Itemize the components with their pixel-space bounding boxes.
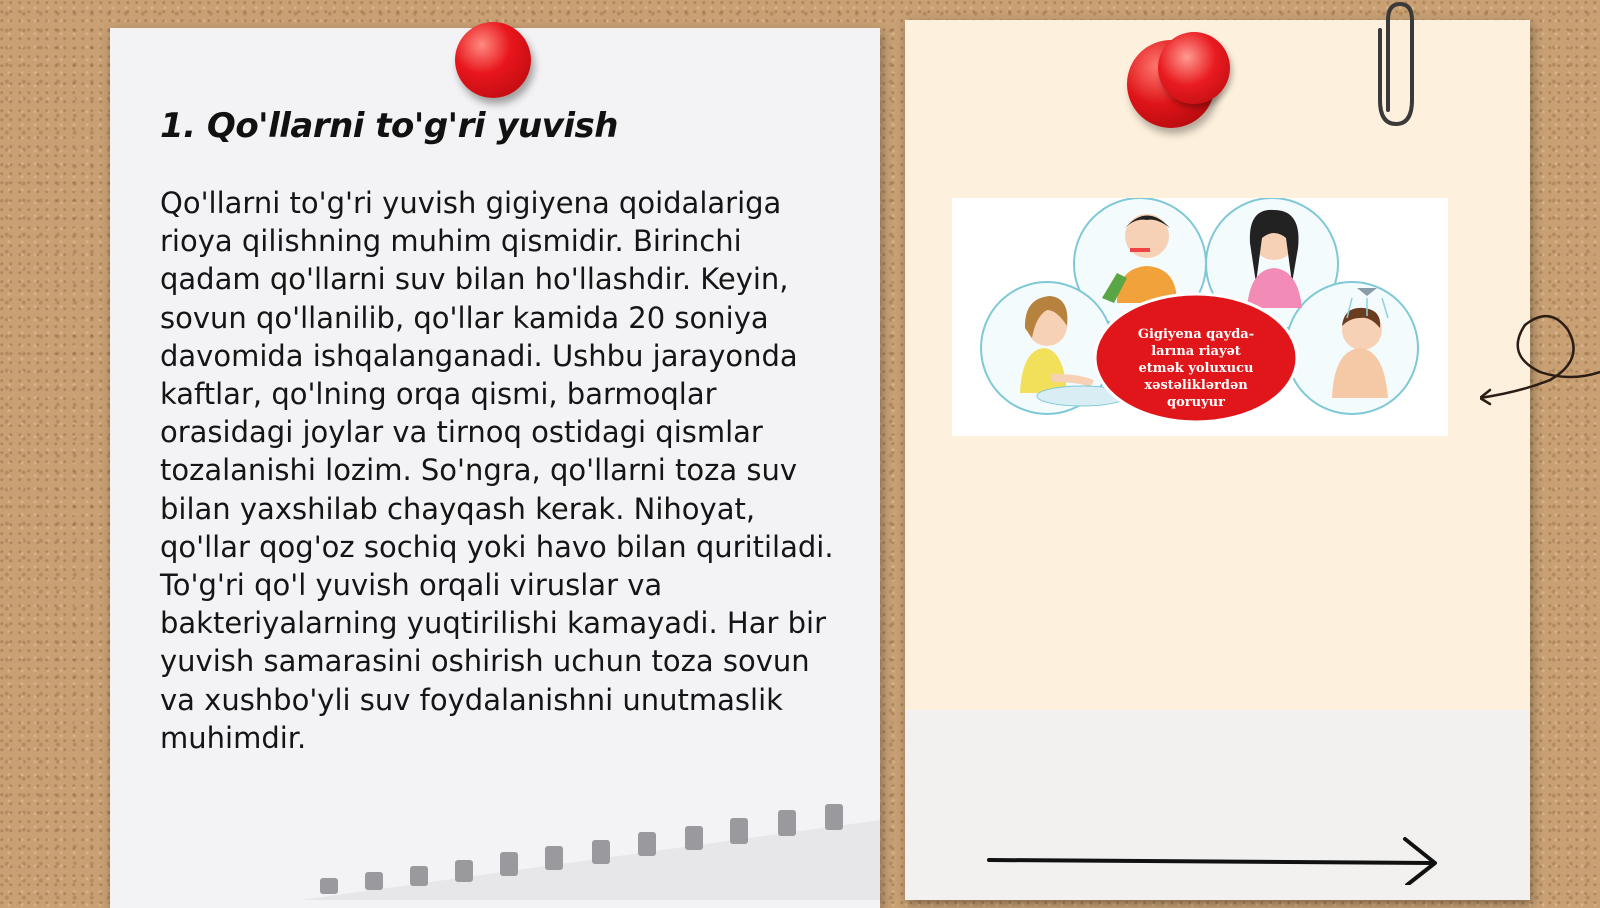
- right-arrow-icon: [985, 835, 1445, 885]
- note-body-text: Qo'llarni to'g'ri yuvish gigiyena qoidalariga rioya qilishning muhim qismidir. Birinchi qadam qo'llarni suv bilan ho'llashdir. Keyin, sovun qo'llanilib, qo'llar kamida 20 soniya davomida ishqalanganadi. Ushbu jarayonda kaftlar, qo'lning orqa qismi, barmoqlar orasidagi joylar va tirnoq ostidagi qismlar tozalanishi lozim. So'ngra, qo'llarni toza suv bilan yaxshilab chayqash kerak. Nihoyat, qo'llar qog'oz sochiq yoki havo bilan quritiladi. To'g'ri qo'l yuvish orqali viruslar va bakteriyalarning yuqtirilishi kamayadi. Har bir yuvish samarasini oshirish uchun toza sovun va xushbo'yli suv foydalanishni unutmaslik muhimdir.: [160, 186, 834, 755]
- illustration-caption-line-4: xəstəliklərdən: [1144, 378, 1248, 393]
- red-pushpin-left: [455, 22, 531, 98]
- illustration-caption-line-5: qoruyur: [1167, 395, 1225, 410]
- illustration-caption-line-3: etmək yoluxucu: [1138, 361, 1254, 376]
- red-pushpin-right-front: [1158, 32, 1230, 104]
- right-note-card: [905, 20, 1530, 900]
- paperclip-icon: [1370, 0, 1420, 130]
- illustration-caption-line-2: larına riayət: [1151, 344, 1241, 359]
- illustration-caption-line-1: Gigiyena qayda-: [1137, 327, 1255, 342]
- hygiene-illustration: [952, 198, 1448, 436]
- note-title: 1. Qo'llarni to'g'ri yuvish: [160, 106, 618, 146]
- left-note-card: [110, 28, 880, 908]
- hygiene-illustration-drawing: [952, 198, 1448, 436]
- torn-spiral-edge: [300, 800, 880, 900]
- loop-arrow-doodle-icon: [1480, 300, 1600, 410]
